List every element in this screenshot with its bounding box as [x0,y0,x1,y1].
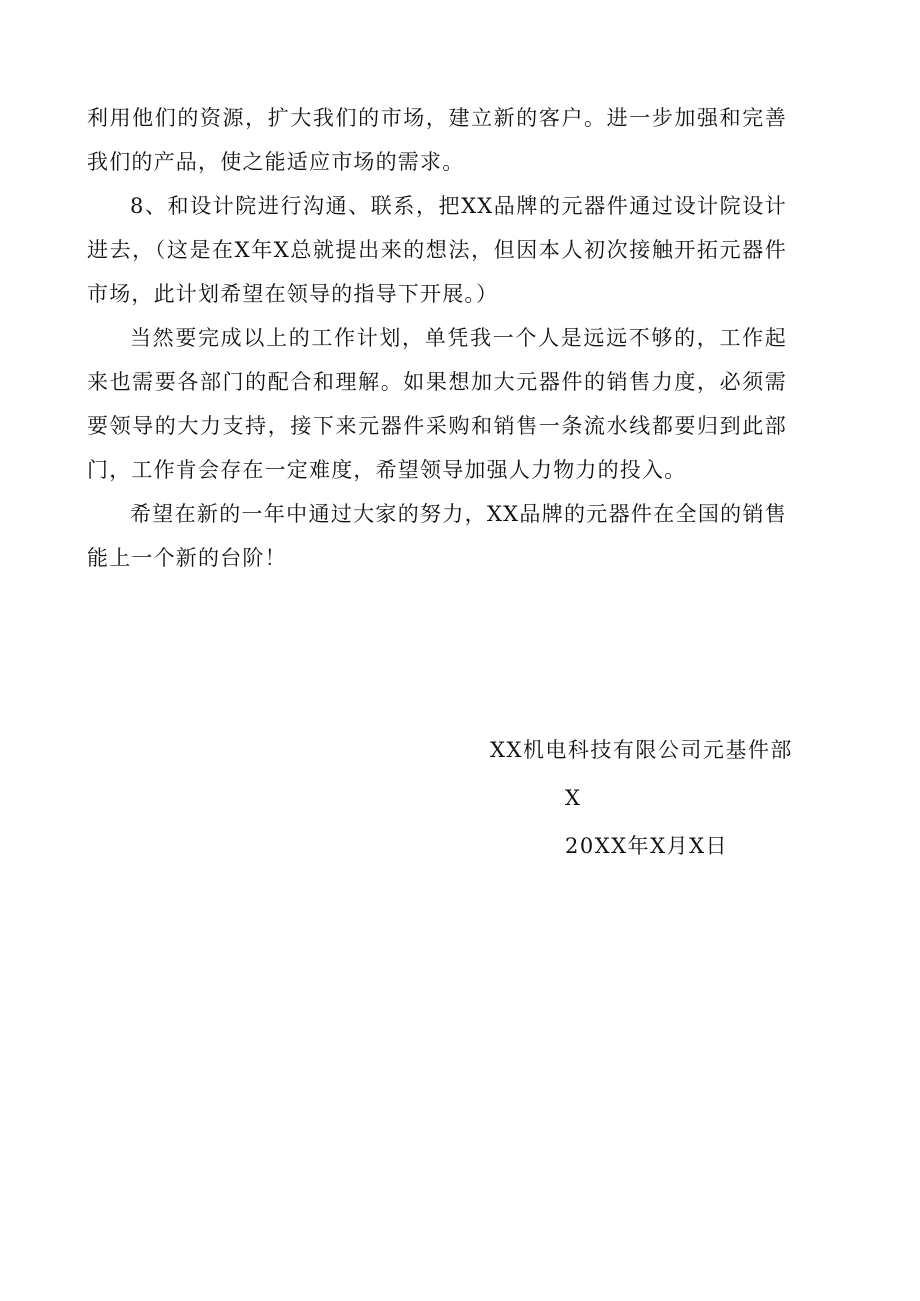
signature-name: X [565,786,582,810]
signature-block [490,726,870,870]
paragraph-closing-wish: 希望在新的一年中通过大家的努力，XX品牌的元器件在全国的销售能上一个新的台阶！ [87,502,787,570]
paragraph-item-8: 8、和设计院进行沟通、联系，把XX品牌的元器件通过设计院设计进去，（这是在X年X总就提出来的想法，但因本人初次接触开拓元器件市场，此计划希望在领导的指导下开展。） [87,194,787,306]
signature-company: XX机电科技有限公司元基件部 [490,738,793,762]
paragraph-continuation: 利用他们的资源，扩大我们的市场，建立新的客户。进一步加强和完善我们的产品，使之能适应市场的需求。 [87,106,787,174]
document-body [87,96,787,580]
signature-date: 20XX年X月X日 [565,834,729,858]
paragraph-support-request: 当然要完成以上的工作计划，单凭我一个人是远远不够的，工作起来也需要各部门的配合和理解。如果想加大元器件的销售力度，必须需要领导的大力支持，接下来元器件采购和销售一条流水线都要归到此部门，工作肯会存在一定难度，希望领导加强人力物力的投入。 [87,326,787,482]
